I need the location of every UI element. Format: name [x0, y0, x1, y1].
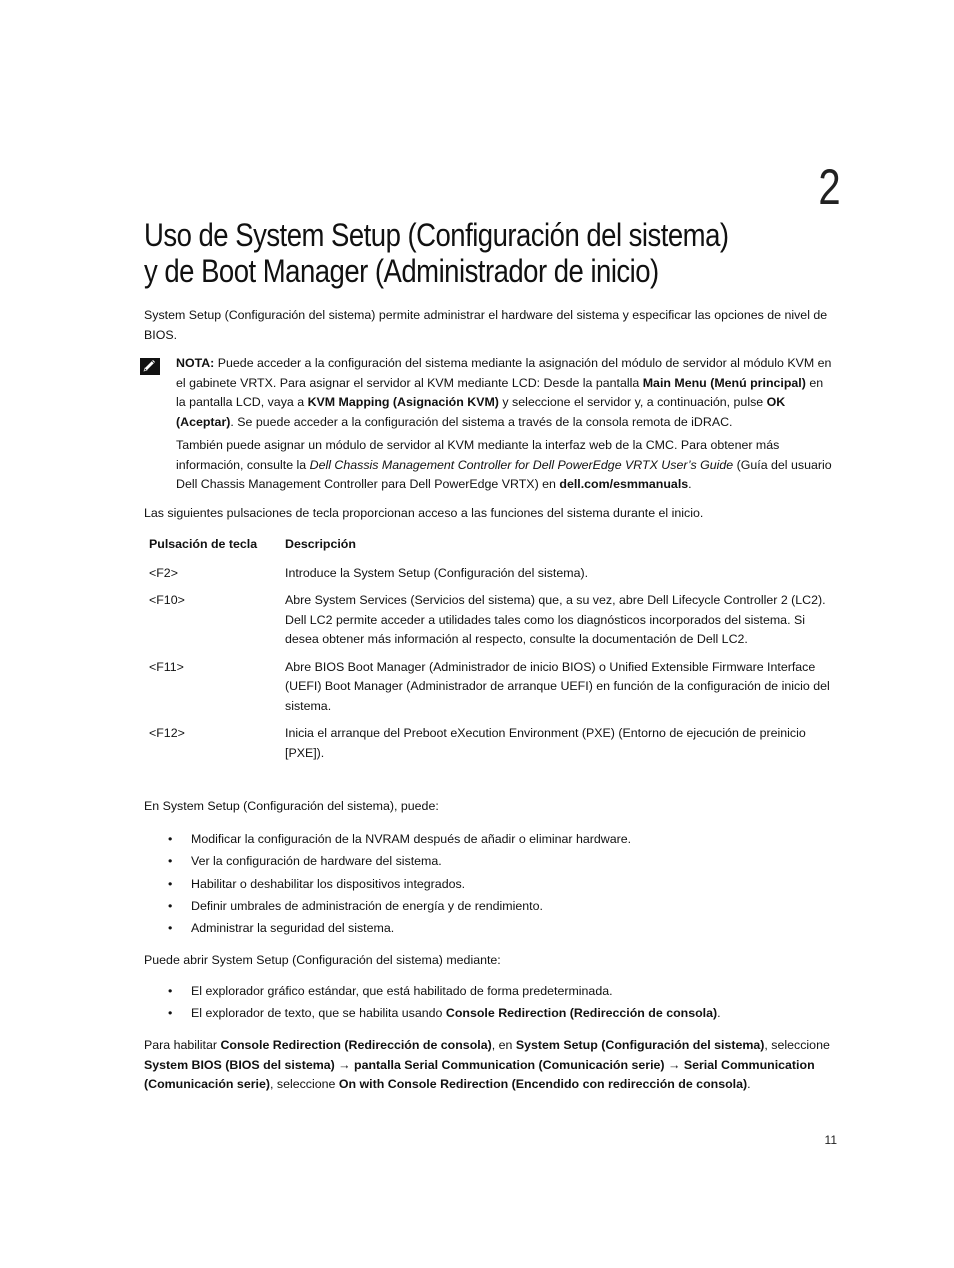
chapter-title-line-1: Uso de System Setup (Configuración del sistema) — [144, 217, 729, 253]
table-cell-description: Abre System Services (Servicios del sistema) que, a su vez, abre Dell Lifecycle Controller 2 (LC2). Dell LC2 permite acceder a utilidades tales como los diagnósticos incorporados del sistema. Si desea obtener más información al respecto, consulte la documentación de Dell LC2. — [285, 593, 826, 646]
guide-title: Dell Chassis Management Controller for Dell PowerEdge VRTX User’s Guide — [309, 457, 734, 472]
bullet-icon: • — [168, 921, 173, 936]
table-header-key: Pulsación de tecla — [149, 537, 258, 551]
bullet-icon: • — [168, 1006, 173, 1021]
note-label: NOTA: — [176, 356, 215, 370]
page-number: 11 — [824, 1133, 837, 1147]
bullet-icon: • — [168, 832, 173, 846]
bullet-icon: • — [168, 984, 173, 998]
pencil-note-icon — [140, 358, 160, 375]
note-paragraph-1: NOTA: Puede acceder a la configuración del sistema mediante la asignación del módulo de servidor al módulo KVM en el gabinete VRTX. Para asignar el servidor al KVM mediante LCD: Desde la pantalla Main Menu (Menú principal) en la pantalla LCD, vaya a KVM Mapping (Asignación KVM) y seleccione el servidor y, a continuación, pulse OK (Aceptar). Se puede acceder a la configuración del sistema a través de la consola remota de iDRAC. — [176, 356, 832, 429]
list-item: • Administrar la seguridad del sistema. — [144, 917, 834, 939]
table-row — [144, 564, 839, 592]
open-intro-paragraph: Puede abrir System Setup (Configuración del sistema) mediante: — [144, 953, 501, 967]
table-row — [144, 724, 839, 771]
esmmanuals-link-text: dell.com/esmmanuals — [559, 477, 689, 491]
list-item: • Modificar la configuración de la NVRAM después de añadir o eliminar hardware. — [144, 828, 834, 850]
note-paragraph-2: También puede asignar un módulo de servidor al KVM mediante la interfaz web de la CMC. Para obtener más información, consulte la Dell Chassis Management Controller for Dell PowerEdge VRTX User’s Guide (Guía del usuario Dell Chassis Management Controller para Dell PowerEdge VRTX) en dell.com/esmmanuals. — [176, 438, 832, 491]
table-cell-key: <F10> — [149, 593, 185, 607]
keys-intro-paragraph: Las siguientes pulsaciones de tecla proporcionan acceso a las funciones del sistema durante el inicio. — [144, 506, 704, 520]
table-cell-key: <F11> — [149, 659, 184, 674]
bullet-icon: • — [168, 854, 173, 869]
table-cell-key: <F12> — [149, 726, 185, 740]
bullet-icon: • — [168, 898, 173, 913]
table-row — [144, 658, 839, 725]
can-intro-paragraph: En System Setup (Configuración del sistema), puede: — [144, 799, 439, 813]
note-block — [176, 354, 836, 499]
list-item: • Ver la configuración de hardware del sistema. — [144, 850, 834, 872]
open-list — [144, 980, 834, 1025]
enable-paragraph: Para habilitar Console Redirection (Redirección de consola), en System Setup (Configuración del sistema), seleccione System BIOS (BIOS del sistema) → pantalla Serial Communication (Comunicación serie) → Serial Communication (Comunicación serie), seleccione On with Console Redirection (Encendido con redirección de consola). — [144, 1038, 830, 1091]
table-row — [144, 591, 839, 658]
list-item: • Definir umbrales de administración de energía y de rendimiento. — [144, 895, 834, 917]
intro-paragraph: System Setup (Configuración del sistema) permite administrar el hardware del sistema y especificar las opciones de nivel de BIOS. — [144, 308, 828, 342]
keystroke-table — [144, 535, 839, 771]
list-item: • El explorador de texto, que se habilita usando Console Redirection (Redirección de consola). — [144, 1002, 834, 1024]
table-cell-description: Inicia el arranque del Preboot eXecution Environment (PXE) (Entorno de ejecución de preinicio [PXE]). — [285, 726, 806, 760]
bullet-icon: • — [168, 876, 173, 891]
chapter-title-line-2: y de Boot Manager (Administrador de inicio) — [144, 253, 659, 289]
list-item: • Habilitar o deshabilitar los dispositivos integrados. — [144, 873, 834, 895]
table-header-row — [144, 535, 839, 564]
list-item: • El explorador gráfico estándar, que está habilitado de forma predeterminada. — [144, 980, 834, 1002]
can-list — [144, 828, 834, 939]
chapter-title — [144, 217, 864, 289]
table-cell-description: Introduce la System Setup (Configuración del sistema). — [285, 565, 589, 580]
table-cell-description: Abre BIOS Boot Manager (Administrador de inicio BIOS) o Unified Extensible Firmware Interface (UEFI) Boot Manager (Administrador de arranque UEFI) en función de la configuración de inicio del sistema. — [285, 659, 830, 713]
table-header-description: Descripción — [285, 537, 356, 551]
chapter-number: 2 — [818, 159, 840, 215]
table-cell-key: <F2> — [149, 565, 178, 580]
